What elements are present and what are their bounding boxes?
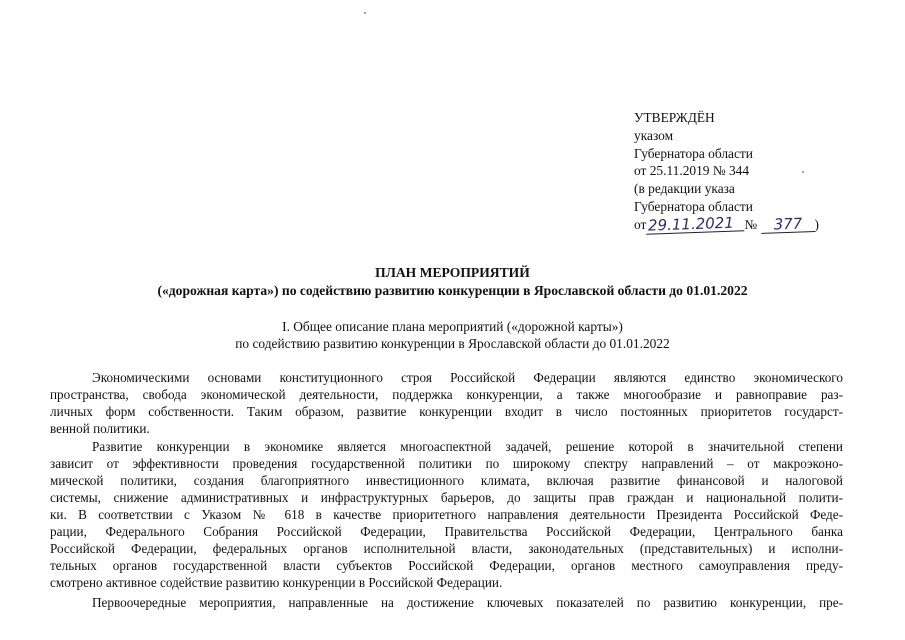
closing-paren: ): [814, 216, 819, 232]
approval-heading: УТВЕРЖДЁН: [634, 110, 715, 125]
paragraph-2-line: мической политики, создания благоприятного инвестиционного климата, включая развитие финансовой и налоговой: [50, 473, 843, 488]
approval-revision-governor: Губернатора области: [634, 198, 753, 214]
paragraph-2-line: ки. В соответствии с Указом № 618 в качестве приоритетного направления деятельности Президента Российской Феде-: [50, 507, 843, 522]
paragraph-2-line: тельных органов государственной власти субъектов Российской Федерации, органов местного самоуправления преду-: [50, 558, 843, 573]
approval-revision-date-line: [634, 213, 819, 235]
paragraph-1-line: личных форм собственности. Таким образом, развитие конкуренции входит в число постоянных приоритетов государст-: [50, 404, 843, 419]
approval-governor: Губернатора области: [634, 145, 753, 161]
section-heading: I. Общее описание плана мероприятий («дорожной карты»): [282, 319, 623, 334]
paragraph-2-line: зависит от эффективности проведения государственной политики по широкому спектру направлений – от макроэконо-: [50, 456, 843, 471]
number-sign: №: [744, 216, 758, 232]
paragraph-2-line: системы, снижение административных и инфраструктурных барьеров, до защиты прав граждан и национальной полити-: [50, 490, 843, 505]
approval-stamp: [634, 109, 819, 234]
paragraph-1-line: пространства, свобода экономической деятельности, поддержка конкуренции, а также многообразие и равноправие раз-: [50, 387, 843, 402]
date-prefix: от: [634, 216, 647, 232]
document-title: ПЛАН МЕРОПРИЯТИЙ: [375, 265, 530, 280]
handwritten-number: 377: [760, 216, 815, 234]
approval-original-date: от 25.11.2019 № 344: [634, 163, 750, 179]
paragraph-2-line: Развитие конкуренции в экономике является многоаспектной задачей, решение которой в значительной степени: [92, 439, 843, 454]
paragraph-2-line: Российской Федерации, федеральных органов исполнительной власти, законодательных (представительных) и исполни-: [50, 541, 843, 556]
paragraph-3-line: Первоочередные мероприятия, направленные на достижение ключевых показателей по развитию конкуренции, пре-: [92, 595, 843, 610]
approval-by-decree: указом: [634, 127, 674, 143]
paragraph-2-line: смотрено активное содействие развитию конкуренции в Российской Федерации.: [50, 575, 503, 590]
document-subtitle: («дорожная карта») по содействию развитию конкуренции в Ярославской области до 01.01.2022: [157, 283, 748, 298]
paragraph-2-line: рации, Федерального Собрания Российской Федерации, Правительства Российской Федерации, Центрального банка: [50, 524, 843, 539]
approval-revision-note: (в редакции указа: [634, 181, 735, 197]
section-heading-continued: по содействию развитию конкуренции в Ярославской области до 01.01.2022: [235, 336, 670, 351]
handwritten-date: 29.11.2021: [646, 215, 744, 234]
scan-speck: [364, 12, 366, 14]
paragraph-1-line: венной политики.: [50, 421, 150, 436]
paragraph-1-line: Экономическими основами конституционного строя Российской Федерации являются единство экономического: [92, 370, 843, 385]
